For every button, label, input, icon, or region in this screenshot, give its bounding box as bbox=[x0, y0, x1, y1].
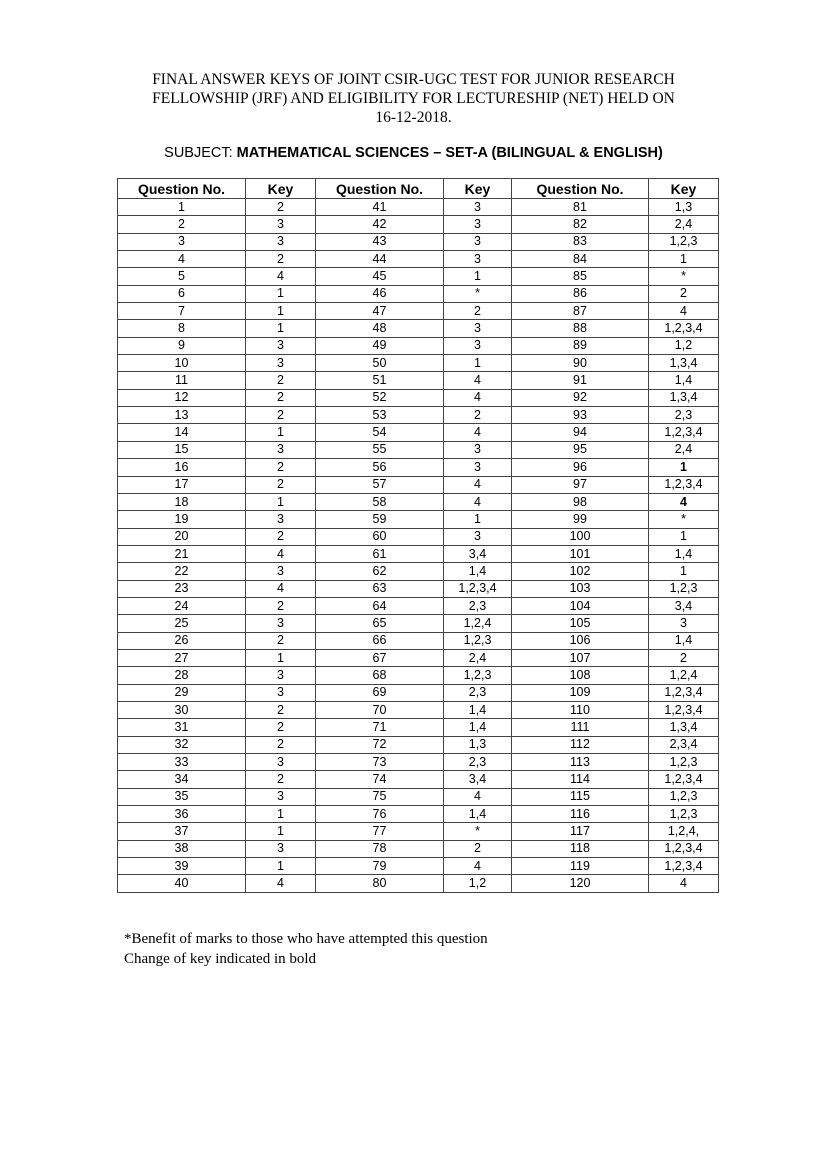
key-cell: * bbox=[649, 268, 719, 285]
question-number-cell: 44 bbox=[316, 251, 444, 268]
key-cell: 2 bbox=[649, 285, 719, 302]
question-number-cell: 14 bbox=[118, 424, 246, 441]
key-cell: 2 bbox=[246, 476, 316, 493]
table-body bbox=[118, 199, 719, 893]
question-number-cell: 21 bbox=[118, 545, 246, 562]
question-number-cell: 93 bbox=[512, 407, 649, 424]
table-row bbox=[118, 337, 719, 354]
subject-value: MATHEMATICAL SCIENCES – SET-A (BILINGUAL & ENGLISH) bbox=[236, 145, 663, 161]
question-number-cell: 67 bbox=[316, 649, 444, 666]
question-number-cell: 107 bbox=[512, 649, 649, 666]
table-row bbox=[118, 875, 719, 892]
key-cell: 1 bbox=[246, 823, 316, 840]
key-cell: 4 bbox=[649, 493, 719, 510]
question-number-cell: 24 bbox=[118, 597, 246, 614]
question-number-cell: 33 bbox=[118, 754, 246, 771]
question-number-cell: 66 bbox=[316, 632, 444, 649]
key-cell: 1 bbox=[444, 268, 512, 285]
key-cell: 3 bbox=[444, 233, 512, 250]
question-number-cell: 112 bbox=[512, 736, 649, 753]
key-cell: 3 bbox=[246, 667, 316, 684]
question-number-cell: 78 bbox=[316, 840, 444, 857]
key-cell: 1,2,3,4 bbox=[649, 424, 719, 441]
key-cell: 1 bbox=[246, 320, 316, 337]
question-number-cell: 73 bbox=[316, 754, 444, 771]
key-cell: 3 bbox=[246, 563, 316, 580]
key-cell: 4 bbox=[444, 372, 512, 389]
table-header-row bbox=[118, 179, 719, 199]
question-number-cell: 32 bbox=[118, 736, 246, 753]
key-cell: 3 bbox=[649, 615, 719, 632]
question-number-cell: 81 bbox=[512, 199, 649, 216]
key-cell: 3 bbox=[444, 528, 512, 545]
table-row bbox=[118, 268, 719, 285]
table-row bbox=[118, 736, 719, 753]
key-cell: 1,2,3 bbox=[649, 788, 719, 805]
question-number-cell: 38 bbox=[118, 840, 246, 857]
question-number-cell: 83 bbox=[512, 233, 649, 250]
question-number-cell: 19 bbox=[118, 511, 246, 528]
question-number-cell: 55 bbox=[316, 441, 444, 458]
table-row bbox=[118, 754, 719, 771]
key-cell: 4 bbox=[649, 875, 719, 892]
key-cell: 1,2,3 bbox=[444, 667, 512, 684]
question-number-cell: 2 bbox=[118, 216, 246, 233]
key-cell: 1,3 bbox=[444, 736, 512, 753]
key-cell: 3 bbox=[246, 788, 316, 805]
question-number-cell: 87 bbox=[512, 303, 649, 320]
key-cell: 3 bbox=[246, 216, 316, 233]
key-cell: 1,2,3,4 bbox=[649, 684, 719, 701]
key-cell: 1,4 bbox=[444, 563, 512, 580]
question-number-cell: 50 bbox=[316, 355, 444, 372]
key-cell: 2,3 bbox=[444, 754, 512, 771]
key-cell: 2 bbox=[649, 649, 719, 666]
key-cell: 1,2,3 bbox=[649, 754, 719, 771]
question-number-cell: 110 bbox=[512, 701, 649, 718]
table-row bbox=[118, 459, 719, 476]
question-number-cell: 96 bbox=[512, 459, 649, 476]
question-number-cell: 117 bbox=[512, 823, 649, 840]
table-row bbox=[118, 771, 719, 788]
question-number-cell: 60 bbox=[316, 528, 444, 545]
table-row bbox=[118, 806, 719, 823]
question-number-cell: 37 bbox=[118, 823, 246, 840]
key-cell: 1,2,4 bbox=[649, 667, 719, 684]
question-number-cell: 1 bbox=[118, 199, 246, 216]
key-cell: * bbox=[444, 285, 512, 302]
question-number-cell: 34 bbox=[118, 771, 246, 788]
key-cell: 1 bbox=[246, 424, 316, 441]
key-cell: 4 bbox=[444, 493, 512, 510]
question-number-cell: 28 bbox=[118, 667, 246, 684]
question-number-cell: 15 bbox=[118, 441, 246, 458]
question-number-cell: 105 bbox=[512, 615, 649, 632]
question-number-cell: 113 bbox=[512, 754, 649, 771]
key-cell: 2 bbox=[246, 597, 316, 614]
question-number-cell: 70 bbox=[316, 701, 444, 718]
key-cell: 4 bbox=[246, 580, 316, 597]
key-cell: 1 bbox=[246, 806, 316, 823]
footnotes bbox=[124, 929, 724, 969]
key-cell: 1,2 bbox=[444, 875, 512, 892]
table-row bbox=[118, 615, 719, 632]
key-cell: 4 bbox=[444, 476, 512, 493]
question-number-cell: 36 bbox=[118, 806, 246, 823]
key-cell: 2,3 bbox=[444, 597, 512, 614]
key-cell: 1 bbox=[246, 858, 316, 875]
key-cell: 1,4 bbox=[444, 719, 512, 736]
question-number-cell: 64 bbox=[316, 597, 444, 614]
key-cell: 1,2,3,4 bbox=[649, 840, 719, 857]
table-row bbox=[118, 545, 719, 562]
table-row bbox=[118, 649, 719, 666]
table-row bbox=[118, 563, 719, 580]
table-row bbox=[118, 580, 719, 597]
question-number-cell: 119 bbox=[512, 858, 649, 875]
question-number-cell: 62 bbox=[316, 563, 444, 580]
key-cell: 1 bbox=[649, 251, 719, 268]
question-number-cell: 102 bbox=[512, 563, 649, 580]
key-cell: 1 bbox=[246, 493, 316, 510]
table-row bbox=[118, 511, 719, 528]
question-number-cell: 109 bbox=[512, 684, 649, 701]
key-cell: 3,4 bbox=[649, 597, 719, 614]
table-row bbox=[118, 701, 719, 718]
key-cell: 2,3 bbox=[444, 684, 512, 701]
key-cell: 2,3,4 bbox=[649, 736, 719, 753]
header-key: Key bbox=[246, 179, 316, 199]
answer-key-table bbox=[117, 178, 719, 893]
table-row bbox=[118, 493, 719, 510]
question-number-cell: 99 bbox=[512, 511, 649, 528]
question-number-cell: 53 bbox=[316, 407, 444, 424]
key-cell: 2 bbox=[246, 459, 316, 476]
question-number-cell: 90 bbox=[512, 355, 649, 372]
key-cell: 4 bbox=[246, 268, 316, 285]
key-cell: 3 bbox=[246, 840, 316, 857]
key-cell: 1,4 bbox=[649, 372, 719, 389]
key-cell: 1,2,4, bbox=[649, 823, 719, 840]
question-number-cell: 92 bbox=[512, 389, 649, 406]
key-cell: 1,2,3,4 bbox=[649, 771, 719, 788]
question-number-cell: 26 bbox=[118, 632, 246, 649]
key-cell: 2 bbox=[246, 372, 316, 389]
key-cell: 2 bbox=[444, 303, 512, 320]
key-cell: 1,2,3,4 bbox=[444, 580, 512, 597]
title-line-3: 16-12-2018. bbox=[375, 109, 452, 126]
question-number-cell: 68 bbox=[316, 667, 444, 684]
key-cell: 1,2,3,4 bbox=[649, 476, 719, 493]
table-row bbox=[118, 667, 719, 684]
question-number-cell: 41 bbox=[316, 199, 444, 216]
question-number-cell: 76 bbox=[316, 806, 444, 823]
question-number-cell: 47 bbox=[316, 303, 444, 320]
question-number-cell: 17 bbox=[118, 476, 246, 493]
table-row bbox=[118, 441, 719, 458]
table-row bbox=[118, 476, 719, 493]
question-number-cell: 88 bbox=[512, 320, 649, 337]
key-cell: 2 bbox=[246, 701, 316, 718]
question-number-cell: 69 bbox=[316, 684, 444, 701]
key-cell: 1 bbox=[246, 649, 316, 666]
key-cell: 1,4 bbox=[444, 806, 512, 823]
key-cell: 2,4 bbox=[444, 649, 512, 666]
table-row bbox=[118, 251, 719, 268]
key-cell: 2 bbox=[246, 389, 316, 406]
question-number-cell: 95 bbox=[512, 441, 649, 458]
key-cell: 1 bbox=[246, 285, 316, 302]
question-number-cell: 48 bbox=[316, 320, 444, 337]
key-cell: 4 bbox=[444, 424, 512, 441]
question-number-cell: 114 bbox=[512, 771, 649, 788]
question-number-cell: 10 bbox=[118, 355, 246, 372]
question-number-cell: 111 bbox=[512, 719, 649, 736]
question-number-cell: 46 bbox=[316, 285, 444, 302]
question-number-cell: 80 bbox=[316, 875, 444, 892]
key-cell: 3,4 bbox=[444, 771, 512, 788]
footnote-bold-change: Change of key indicated in bold bbox=[124, 951, 317, 967]
question-number-cell: 20 bbox=[118, 528, 246, 545]
question-number-cell: 7 bbox=[118, 303, 246, 320]
document-title bbox=[110, 70, 717, 127]
key-cell: 1,2,3,4 bbox=[649, 320, 719, 337]
key-cell: 2,4 bbox=[649, 441, 719, 458]
question-number-cell: 103 bbox=[512, 580, 649, 597]
key-cell: 1,3 bbox=[649, 199, 719, 216]
question-number-cell: 43 bbox=[316, 233, 444, 250]
question-number-cell: 5 bbox=[118, 268, 246, 285]
table-row bbox=[118, 216, 719, 233]
table-row bbox=[118, 719, 719, 736]
table-row bbox=[118, 840, 719, 857]
question-number-cell: 59 bbox=[316, 511, 444, 528]
question-number-cell: 85 bbox=[512, 268, 649, 285]
question-number-cell: 27 bbox=[118, 649, 246, 666]
question-number-cell: 116 bbox=[512, 806, 649, 823]
key-cell: 1,2 bbox=[649, 337, 719, 354]
question-number-cell: 45 bbox=[316, 268, 444, 285]
key-cell: 2 bbox=[246, 407, 316, 424]
key-cell: 4 bbox=[444, 788, 512, 805]
question-number-cell: 74 bbox=[316, 771, 444, 788]
table-row bbox=[118, 355, 719, 372]
key-cell: 1 bbox=[649, 528, 719, 545]
key-cell: 2 bbox=[246, 632, 316, 649]
question-number-cell: 58 bbox=[316, 493, 444, 510]
key-cell: 1,2,3,4 bbox=[649, 858, 719, 875]
key-cell: 2 bbox=[444, 407, 512, 424]
question-number-cell: 9 bbox=[118, 337, 246, 354]
key-cell: 2 bbox=[246, 771, 316, 788]
table-row bbox=[118, 372, 719, 389]
key-cell: 2 bbox=[444, 840, 512, 857]
question-number-cell: 94 bbox=[512, 424, 649, 441]
table-row bbox=[118, 684, 719, 701]
key-cell: 3 bbox=[246, 684, 316, 701]
question-number-cell: 89 bbox=[512, 337, 649, 354]
header-question-no: Question No. bbox=[316, 179, 444, 199]
key-cell: 1,3,4 bbox=[649, 719, 719, 736]
table-row bbox=[118, 632, 719, 649]
title-line-1: FINAL ANSWER KEYS OF JOINT CSIR-UGC TEST FOR JUNIOR RESEARCH bbox=[152, 71, 675, 88]
header-question-no: Question No. bbox=[118, 179, 246, 199]
question-number-cell: 97 bbox=[512, 476, 649, 493]
question-number-cell: 3 bbox=[118, 233, 246, 250]
question-number-cell: 82 bbox=[512, 216, 649, 233]
subject-line bbox=[110, 144, 717, 162]
question-number-cell: 84 bbox=[512, 251, 649, 268]
header-key: Key bbox=[444, 179, 512, 199]
key-cell: 3 bbox=[246, 441, 316, 458]
key-cell: 2 bbox=[246, 719, 316, 736]
footnote-benefit: *Benefit of marks to those who have attempted this question bbox=[124, 931, 488, 947]
header-key: Key bbox=[649, 179, 719, 199]
question-number-cell: 39 bbox=[118, 858, 246, 875]
table-row bbox=[118, 858, 719, 875]
question-number-cell: 75 bbox=[316, 788, 444, 805]
question-number-cell: 6 bbox=[118, 285, 246, 302]
table-row bbox=[118, 823, 719, 840]
table-row bbox=[118, 389, 719, 406]
question-number-cell: 79 bbox=[316, 858, 444, 875]
key-cell: 1 bbox=[444, 511, 512, 528]
key-cell: 4 bbox=[246, 875, 316, 892]
key-cell: 1 bbox=[649, 459, 719, 476]
question-number-cell: 42 bbox=[316, 216, 444, 233]
key-cell: 3 bbox=[246, 337, 316, 354]
question-number-cell: 30 bbox=[118, 701, 246, 718]
question-number-cell: 11 bbox=[118, 372, 246, 389]
question-number-cell: 72 bbox=[316, 736, 444, 753]
question-number-cell: 40 bbox=[118, 875, 246, 892]
key-cell: 2 bbox=[246, 251, 316, 268]
key-cell: 3 bbox=[246, 355, 316, 372]
question-number-cell: 25 bbox=[118, 615, 246, 632]
key-cell: 2 bbox=[246, 528, 316, 545]
table-row bbox=[118, 597, 719, 614]
question-number-cell: 104 bbox=[512, 597, 649, 614]
key-cell: 1,4 bbox=[649, 545, 719, 562]
key-cell: * bbox=[444, 823, 512, 840]
key-cell: 2 bbox=[246, 199, 316, 216]
table-row bbox=[118, 528, 719, 545]
key-cell: 1,2,3 bbox=[444, 632, 512, 649]
question-number-cell: 57 bbox=[316, 476, 444, 493]
table-row bbox=[118, 424, 719, 441]
question-number-cell: 23 bbox=[118, 580, 246, 597]
question-number-cell: 29 bbox=[118, 684, 246, 701]
key-cell: 3 bbox=[444, 216, 512, 233]
key-cell: 3 bbox=[444, 320, 512, 337]
title-line-2: FELLOWSHIP (JRF) AND ELIGIBILITY FOR LECTURESHIP (NET) HELD ON bbox=[152, 90, 675, 107]
key-cell: 2 bbox=[246, 736, 316, 753]
question-number-cell: 54 bbox=[316, 424, 444, 441]
question-number-cell: 18 bbox=[118, 493, 246, 510]
key-cell: 3 bbox=[444, 199, 512, 216]
question-number-cell: 120 bbox=[512, 875, 649, 892]
table-row bbox=[118, 407, 719, 424]
question-number-cell: 8 bbox=[118, 320, 246, 337]
table-row bbox=[118, 788, 719, 805]
key-cell: 1,2,3,4 bbox=[649, 701, 719, 718]
question-number-cell: 31 bbox=[118, 719, 246, 736]
table-row bbox=[118, 303, 719, 320]
question-number-cell: 101 bbox=[512, 545, 649, 562]
question-number-cell: 108 bbox=[512, 667, 649, 684]
key-cell: 2,4 bbox=[649, 216, 719, 233]
key-cell: 1 bbox=[246, 303, 316, 320]
question-number-cell: 91 bbox=[512, 372, 649, 389]
question-number-cell: 51 bbox=[316, 372, 444, 389]
question-number-cell: 22 bbox=[118, 563, 246, 580]
key-cell: 4 bbox=[246, 545, 316, 562]
question-number-cell: 52 bbox=[316, 389, 444, 406]
question-number-cell: 61 bbox=[316, 545, 444, 562]
question-number-cell: 63 bbox=[316, 580, 444, 597]
question-number-cell: 4 bbox=[118, 251, 246, 268]
header-question-no: Question No. bbox=[512, 179, 649, 199]
question-number-cell: 56 bbox=[316, 459, 444, 476]
key-cell: 3 bbox=[246, 233, 316, 250]
question-number-cell: 86 bbox=[512, 285, 649, 302]
key-cell: 3 bbox=[246, 754, 316, 771]
key-cell: 3 bbox=[246, 615, 316, 632]
key-cell: 1,2,3 bbox=[649, 806, 719, 823]
question-number-cell: 77 bbox=[316, 823, 444, 840]
key-cell: 1 bbox=[444, 355, 512, 372]
key-cell: 3,4 bbox=[444, 545, 512, 562]
subject-label: SUBJECT: bbox=[164, 145, 237, 161]
key-cell: 3 bbox=[444, 441, 512, 458]
key-cell: 1,2,3 bbox=[649, 233, 719, 250]
question-number-cell: 12 bbox=[118, 389, 246, 406]
question-number-cell: 35 bbox=[118, 788, 246, 805]
question-number-cell: 13 bbox=[118, 407, 246, 424]
key-cell: 1,2,3 bbox=[649, 580, 719, 597]
question-number-cell: 118 bbox=[512, 840, 649, 857]
key-cell: 4 bbox=[444, 858, 512, 875]
key-cell: 1,2,4 bbox=[444, 615, 512, 632]
key-cell: * bbox=[649, 511, 719, 528]
key-cell: 3 bbox=[444, 459, 512, 476]
question-number-cell: 65 bbox=[316, 615, 444, 632]
key-cell: 3 bbox=[246, 511, 316, 528]
key-cell: 1,4 bbox=[444, 701, 512, 718]
question-number-cell: 100 bbox=[512, 528, 649, 545]
key-cell: 1 bbox=[649, 563, 719, 580]
key-cell: 4 bbox=[649, 303, 719, 320]
key-cell: 2,3 bbox=[649, 407, 719, 424]
table-row bbox=[118, 199, 719, 216]
question-number-cell: 71 bbox=[316, 719, 444, 736]
key-cell: 1,3,4 bbox=[649, 355, 719, 372]
question-number-cell: 49 bbox=[316, 337, 444, 354]
table-row bbox=[118, 285, 719, 302]
key-cell: 3 bbox=[444, 337, 512, 354]
table-row bbox=[118, 320, 719, 337]
key-cell: 1,4 bbox=[649, 632, 719, 649]
question-number-cell: 115 bbox=[512, 788, 649, 805]
table-row bbox=[118, 233, 719, 250]
question-number-cell: 106 bbox=[512, 632, 649, 649]
key-cell: 1,3,4 bbox=[649, 389, 719, 406]
key-cell: 4 bbox=[444, 389, 512, 406]
question-number-cell: 98 bbox=[512, 493, 649, 510]
key-cell: 3 bbox=[444, 251, 512, 268]
question-number-cell: 16 bbox=[118, 459, 246, 476]
